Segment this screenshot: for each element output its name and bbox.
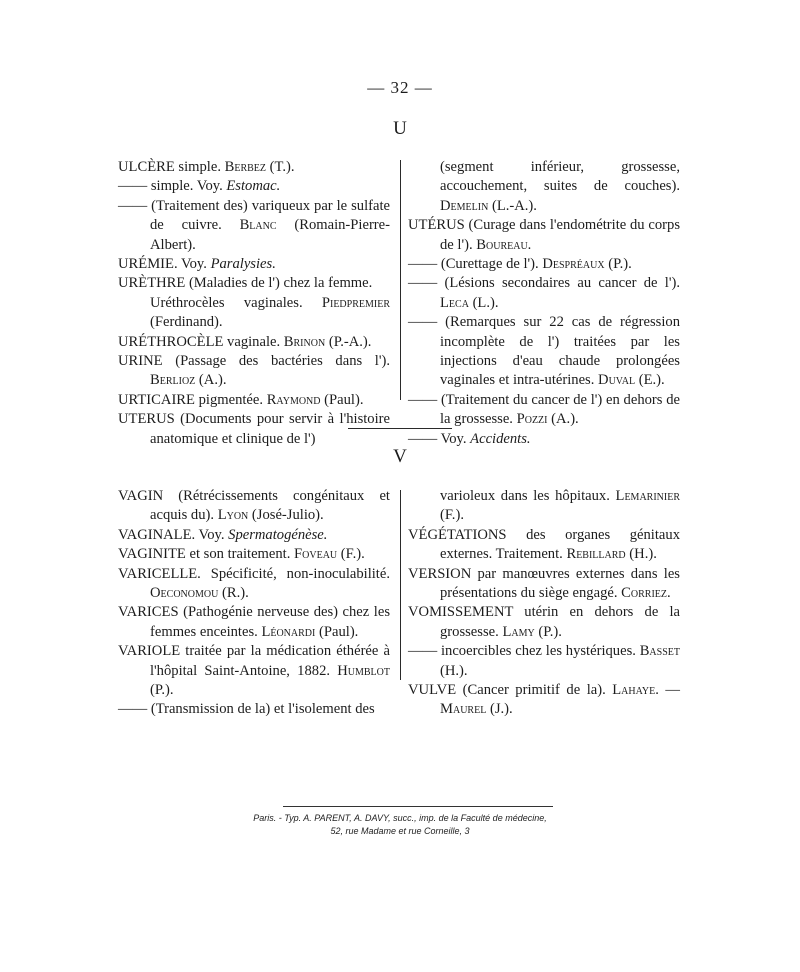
section-u-right-column [408,158,680,449]
entry-text: VARICES (Pathogénie nerveuse des) chez les femmes enceintes. [118,604,390,640]
author-name: Léonardi [261,623,316,640]
section-v-left-column [118,487,390,720]
entry-text: (José-Julio). [248,507,324,524]
entry-text: VAGINITE et son traitement. [118,546,295,563]
cross-reference: Paralysies. [210,256,276,273]
section-separator [348,428,452,429]
author-name: Lyon [217,507,249,524]
entry-text: —— (Traitement des) variqueux par le sulfate de cuivre. [118,197,390,234]
index-entry [118,565,390,604]
author-name: Corriez [621,585,667,602]
index-entry [118,526,390,545]
author-name: Despréaux [542,256,605,273]
entry-text: (J.). [486,701,513,718]
entry-text: . — [655,682,681,699]
section-letter-v: V [393,446,407,467]
entry-text: VARIOLE traitée par la médication éthérée à l'hôpital Saint-Antoine, 1882. [118,643,390,679]
author-name: Demelin [440,197,489,214]
page-number: — 32 — [367,78,433,97]
entry-text: varioleux dans les hôpitaux. [440,488,616,504]
index-entry [118,603,390,642]
entry-text: Uréthrocèles vaginales. [150,294,322,311]
index-entry [408,487,680,526]
index-entry [408,642,680,681]
author-name: Berbez [224,159,267,175]
entry-text: (F.). [337,546,365,563]
entry-text: —— (Lésions secondaires au cancer de l'). [408,275,680,292]
index-entry [118,158,390,177]
entry-text: (A.). [547,411,579,428]
author-name: Foveau [294,546,338,563]
index-entry [408,158,680,216]
entry-text: —— simple. Voy. [118,178,227,195]
index-entry [118,177,390,196]
index-entry [408,526,680,565]
index-entry [118,487,390,526]
index-entry [408,391,680,430]
entry-text: —— (Curettage de l'). [408,256,543,273]
entry-text: VÉGÉTATIONS des organes génitaux externes. Traitement. [408,526,680,563]
entry-text: ULCÈRE simple. [118,159,225,175]
entry-text: VAGINALE. Voy. [118,526,229,543]
entry-text: (P.). [604,256,632,273]
author-name: Basset [639,643,680,660]
author-name: Pozzi [516,411,548,428]
index-entry [118,700,390,719]
section-letter-u: U [393,118,407,139]
entry-text: (L.-A.). [488,197,537,214]
entry-text: —— Voy. [408,430,471,447]
section-u-left-column [118,158,390,449]
index-entry [408,565,680,604]
entry-text: URINE (Passage des bactéries dans l'). [118,353,390,370]
entry-text: VAGIN (Rétrécissements congénitaux et acquis du). [118,488,390,524]
author-name: Humblot [337,662,390,679]
entry-text: (P.). [534,623,562,640]
author-name: Boureau [476,236,528,253]
entry-text: (R.). [218,585,249,602]
section-v-column-divider [400,490,401,680]
entry-text: (P.). [150,682,174,699]
author-name: Brinon [283,333,326,350]
section-v-right-column [408,487,680,720]
entry-text: VARICELLE. Spécificité, non-inoculabilité. [118,565,390,582]
author-name: Leca [440,294,469,311]
author-name: Rebillard [566,546,626,563]
author-name: Lahaye [612,682,656,699]
entry-text: (P.-A.). [325,333,372,350]
entry-text: . [667,585,671,602]
entry-text: (F.). [440,507,464,524]
printer-imprint-line2: 52, rue Madame et rue Corneille, 3 [330,826,470,836]
index-entry [118,333,390,352]
entry-text: VERSION par manœuvres externes dans les présentations du siège engagé. [408,565,680,602]
entry-text: URTICAIRE pigmentée. [118,391,267,408]
index-entry [118,391,390,410]
entry-text: (Paul). [320,391,364,408]
index-entry [408,216,680,255]
index-entry [408,603,680,642]
footer-rule [283,806,553,807]
entry-text: —— (Traitement du cancer de l') en dehors de la grossesse. [408,391,680,428]
entry-text: (E.). [635,372,665,389]
entry-text: (A.). [195,372,227,389]
author-name: Piedpremier [321,294,390,311]
author-name: Berlioz [150,372,196,389]
entry-text: (segment inférieur, grossesse, accouchement, suites de couches). [440,159,680,195]
index-entry [408,313,680,391]
entry-text: URÉMIE. Voy. [118,256,211,273]
index-entry [118,197,390,255]
entry-text: (L.). [468,294,499,311]
index-entry [118,642,390,700]
author-name: Lamy [502,623,535,640]
entry-text: (H.). [625,546,657,563]
index-entry [408,274,680,313]
author-name: Blanc [239,217,277,234]
entry-text: VOMISSEMENT utérin en dehors de la grossesse. [408,604,680,640]
section-u-column-divider [400,160,401,400]
entry-text: VULVE (Cancer primitif de la). [408,682,613,699]
author-name: Duval [598,372,636,389]
printer-imprint-line1: Paris. - Typ. A. PARENT, A. DAVY, succ., imp. de la Faculté de médecine, [253,813,547,823]
cross-reference: Spermatogénèse. [228,526,328,543]
entry-text: (Ferdinand). [150,314,223,331]
author-name: Oeconomou [150,585,219,602]
author-name: Lemarinier [615,488,680,504]
index-entry [408,255,680,274]
index-entry [408,681,680,720]
index-entry [118,410,390,449]
entry-text: URÈTHRE (Maladies de l') chez la femme. [118,275,373,292]
entry-text: UTÉRUS (Curage dans l'endométrite du corps de l'). [408,217,680,253]
entry-text: (Paul). [315,623,359,640]
entry-text: . [527,236,532,253]
index-entry [118,255,390,274]
cross-reference: Accidents. [470,430,531,447]
author-name: Raymond [266,391,321,408]
entry-text: —— incoercibles chez les hystériques. [408,643,640,660]
entry-text: (T.). [266,159,295,175]
entry-text: —— (Transmission de la) et l'isolement des [118,701,375,718]
index-entry [118,352,390,391]
index-entry [118,294,390,333]
index-entry [118,545,390,564]
entry-text: (H.). [440,662,468,679]
index-entry [118,274,390,293]
entry-text: URÉTHROCÈLE vaginale. [118,333,284,350]
cross-reference: Estomac. [226,178,281,195]
entry-text: UTERUS (Documents pour servir à l'histoire anatomique et clinique de l') [118,411,390,447]
entry-text: (Romain-Pierre-Albert). [150,217,390,253]
author-name: Maurel [440,701,487,718]
entry-text: —— (Remarques sur 22 cas de régression incomplète de l') traitées par les injections d'eau chaude prolongées vaginales et intra-utérines. [408,314,680,389]
